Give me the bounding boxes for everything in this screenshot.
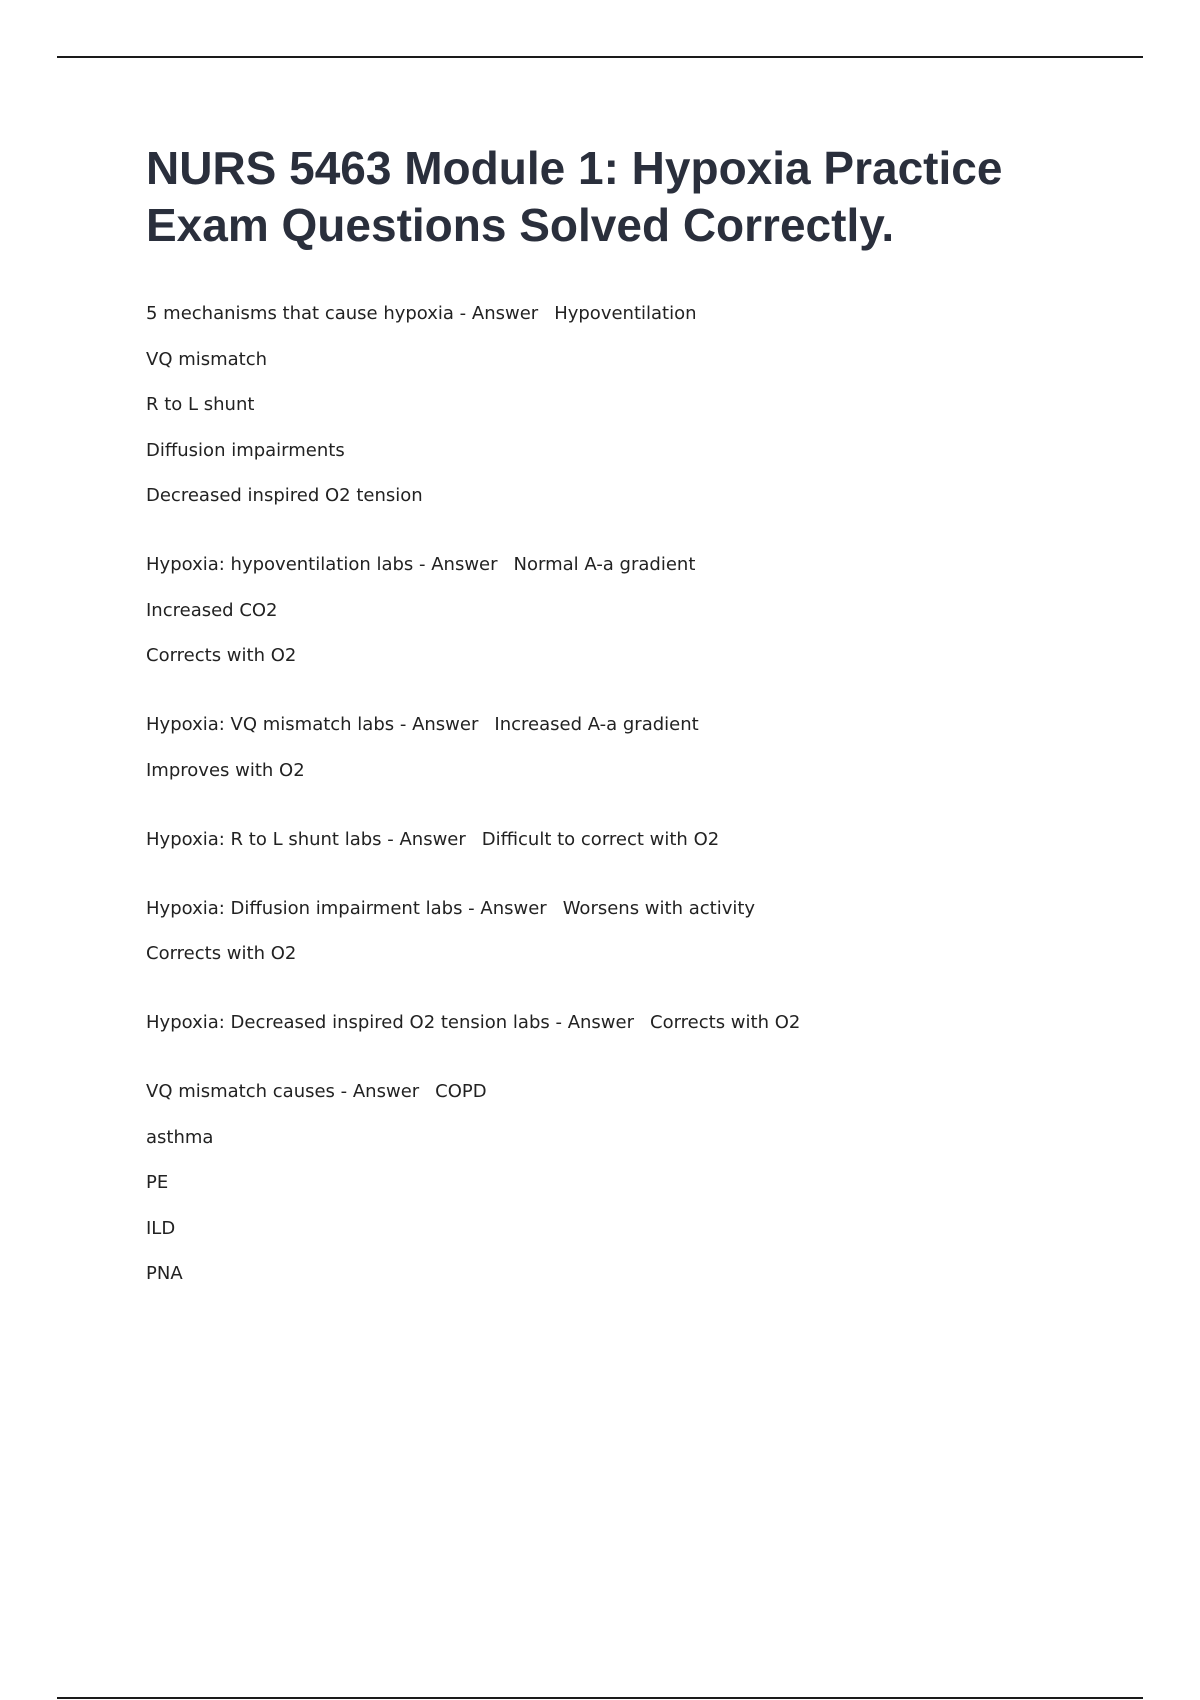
- answer-text: Corrects with O2: [650, 1012, 801, 1033]
- top-rule: [57, 56, 1143, 58]
- qa-item-4: [146, 828, 1106, 852]
- qa-item-7: [146, 1080, 1106, 1286]
- document-title: NURS 5463 Module 1: Hypoxia Practice Exam Questions Solved Correctly.: [146, 142, 1003, 251]
- question-line: [146, 302, 1106, 326]
- question-line: [146, 828, 1106, 852]
- question-text: Hypoxia: R to L shunt labs - Answer: [146, 828, 466, 850]
- qa-item-1: [146, 302, 1106, 508]
- answer-line: Corrects with O2: [146, 645, 297, 666]
- question-line: [146, 713, 1106, 737]
- answer-line: Improves with O2: [146, 759, 305, 781]
- answer-line: PE: [146, 1172, 169, 1193]
- question-text: Hypoxia: Diffusion impairment labs - Answer: [146, 897, 547, 919]
- answer-line: Increased CO2: [146, 599, 278, 621]
- document-body: [146, 140, 1106, 1331]
- answer-line: Decreased inspired O2 tension: [146, 485, 423, 506]
- qa-item-6: [146, 1011, 1106, 1035]
- question-text: Hypoxia: hypoventilation labs - Answer: [146, 554, 498, 575]
- qa-item-5: [146, 897, 1106, 967]
- question-line: [146, 1080, 1106, 1104]
- question-text: Hypoxia: Decreased inspired O2 tension labs - Answer: [146, 1012, 634, 1033]
- bottom-rule: [57, 1697, 1143, 1699]
- question-text: VQ mismatch causes - Answer: [146, 1081, 420, 1102]
- answer-line: ILD: [146, 1217, 176, 1239]
- question-line: [146, 553, 1106, 577]
- answer-line: VQ mismatch: [146, 348, 268, 370]
- answer-text: COPD: [435, 1081, 487, 1102]
- answer-line: Diffusion impairments: [146, 439, 345, 461]
- answer-line: R to L shunt: [146, 394, 255, 415]
- answer-text: Hypoventilation: [554, 303, 697, 324]
- answer-text: Normal A-a gradient: [513, 554, 696, 575]
- question-line: [146, 897, 1106, 921]
- answer-text: Increased A-a gradient: [494, 714, 699, 735]
- answer-line: PNA: [146, 1263, 183, 1284]
- answer-text: Difficult to correct with O2: [481, 828, 720, 850]
- question-text: Hypoxia: VQ mismatch labs - Answer: [146, 714, 479, 735]
- question-line: [146, 1011, 1106, 1035]
- answer-line: asthma: [146, 1126, 214, 1148]
- qa-item-3: [146, 713, 1106, 783]
- answer-text: Worsens with activity: [562, 897, 756, 919]
- answer-line: Corrects with O2: [146, 943, 297, 964]
- question-text: 5 mechanisms that cause hypoxia - Answer: [146, 303, 539, 324]
- qa-item-2: [146, 553, 1106, 668]
